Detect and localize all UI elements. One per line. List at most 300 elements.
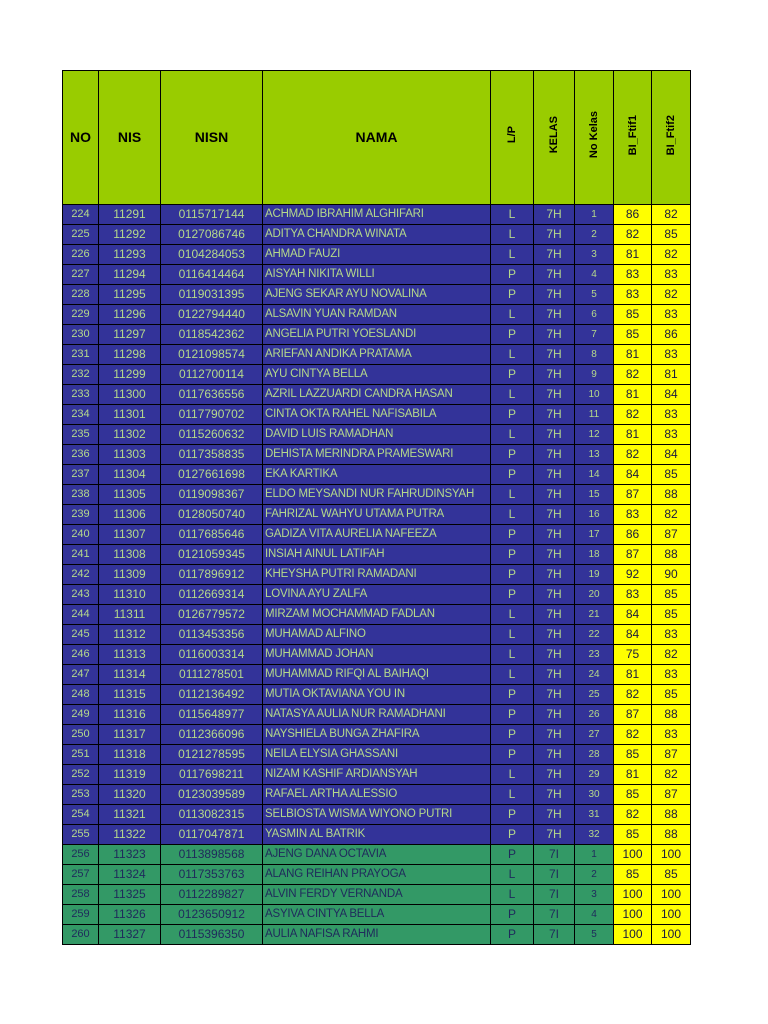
cell-nama: ADITYA CHANDRA WINATA — [263, 225, 491, 245]
cell-no: 253 — [63, 785, 99, 805]
cell-kelas: 7H — [534, 445, 575, 465]
table-row — [63, 285, 691, 305]
cell-kelas: 7H — [534, 585, 575, 605]
cell-bi-ftif2: 83 — [652, 405, 691, 425]
cell-bi-ftif2: 83 — [652, 345, 691, 365]
table-row — [63, 505, 691, 525]
table-row — [63, 665, 691, 685]
cell-bi-ftif1: 75 — [614, 645, 652, 665]
cell-nis: 11291 — [99, 205, 161, 225]
cell-nama: ALSAVIN YUAN RAMDAN — [263, 305, 491, 325]
cell-nis: 11295 — [99, 285, 161, 305]
cell-kelas: 7H — [534, 325, 575, 345]
cell-no: 241 — [63, 545, 99, 565]
cell-no: 226 — [63, 245, 99, 265]
cell-kelas: 7H — [534, 425, 575, 445]
cell-bi-ftif2: 82 — [652, 505, 691, 525]
cell-kelas: 7I — [534, 905, 575, 925]
cell-lp: P — [491, 565, 534, 585]
cell-nama: NEILA ELYSIA GHASSANI — [263, 745, 491, 765]
cell-bi-ftif2: 85 — [652, 605, 691, 625]
cell-no-kelas: 16 — [575, 505, 614, 525]
cell-nisn: 0115717144 — [161, 205, 263, 225]
cell-nisn: 0116003314 — [161, 645, 263, 665]
cell-no: 236 — [63, 445, 99, 465]
cell-nis: 11301 — [99, 405, 161, 425]
cell-nis: 11320 — [99, 785, 161, 805]
cell-kelas: 7H — [534, 745, 575, 765]
cell-nama: ANGELIA PUTRI YOESLANDI — [263, 325, 491, 345]
cell-bi-ftif2: 88 — [652, 705, 691, 725]
cell-bi-ftif2: 87 — [652, 745, 691, 765]
cell-lp: L — [491, 865, 534, 885]
cell-no: 251 — [63, 745, 99, 765]
cell-bi-ftif1: 100 — [614, 885, 652, 905]
cell-bi-ftif2: 83 — [652, 425, 691, 445]
cell-bi-ftif1: 87 — [614, 485, 652, 505]
cell-kelas: 7H — [534, 485, 575, 505]
cell-no: 237 — [63, 465, 99, 485]
cell-nis: 11308 — [99, 545, 161, 565]
cell-nisn: 0126779572 — [161, 605, 263, 625]
cell-bi-ftif2: 84 — [652, 445, 691, 465]
cell-nama: ACHMAD IBRAHIM ALGHIFARI — [263, 205, 491, 225]
cell-no-kelas: 19 — [575, 565, 614, 585]
cell-nama: NATASYA AULIA NUR RAMADHANI — [263, 705, 491, 725]
cell-nis: 11326 — [99, 905, 161, 925]
cell-nisn: 0113082315 — [161, 805, 263, 825]
cell-nis: 11293 — [99, 245, 161, 265]
cell-no-kelas: 24 — [575, 665, 614, 685]
cell-no-kelas: 31 — [575, 805, 614, 825]
cell-no: 238 — [63, 485, 99, 505]
table-row — [63, 745, 691, 765]
table-row — [63, 825, 691, 845]
cell-no: 234 — [63, 405, 99, 425]
cell-bi-ftif1: 81 — [614, 665, 652, 685]
cell-nisn: 0123650912 — [161, 905, 263, 925]
cell-nama: MUHAMMAD RIFQI AL BAIHAQI — [263, 665, 491, 685]
cell-bi-ftif1: 82 — [614, 725, 652, 745]
cell-nisn: 0115396350 — [161, 925, 263, 945]
cell-no-kelas: 30 — [575, 785, 614, 805]
table-row — [63, 885, 691, 905]
cell-bi-ftif1: 92 — [614, 565, 652, 585]
cell-kelas: 7H — [534, 705, 575, 725]
cell-no: 255 — [63, 825, 99, 845]
cell-bi-ftif2: 84 — [652, 385, 691, 405]
cell-kelas: 7H — [534, 685, 575, 705]
cell-no-kelas: 29 — [575, 765, 614, 785]
cell-lp: L — [491, 505, 534, 525]
cell-nisn: 0117790702 — [161, 405, 263, 425]
cell-bi-ftif1: 86 — [614, 205, 652, 225]
cell-kelas: 7H — [534, 505, 575, 525]
table-row — [63, 205, 691, 225]
cell-kelas: 7H — [534, 765, 575, 785]
cell-lp: P — [491, 325, 534, 345]
cell-nama: MIRZAM MOCHAMMAD FADLAN — [263, 605, 491, 625]
cell-no: 249 — [63, 705, 99, 725]
cell-bi-ftif1: 100 — [614, 845, 652, 865]
cell-no-kelas: 32 — [575, 825, 614, 845]
cell-lp: L — [491, 225, 534, 245]
cell-no-kelas: 9 — [575, 365, 614, 385]
cell-lp: P — [491, 805, 534, 825]
header-nis-label: NIS — [117, 128, 142, 145]
header-nis — [99, 71, 161, 205]
cell-no-kelas: 3 — [575, 885, 614, 905]
cell-no: 225 — [63, 225, 99, 245]
cell-no-kelas: 15 — [575, 485, 614, 505]
cell-kelas: 7H — [534, 605, 575, 625]
cell-no-kelas: 10 — [575, 385, 614, 405]
cell-bi-ftif2: 83 — [652, 665, 691, 685]
cell-nama: AZRIL LAZZUARDI CANDRA HASAN — [263, 385, 491, 405]
cell-no: 259 — [63, 905, 99, 925]
cell-no: 231 — [63, 345, 99, 365]
cell-nisn: 0127086746 — [161, 225, 263, 245]
cell-bi-ftif2: 100 — [652, 925, 691, 945]
cell-nama: ALVIN FERDY VERNANDA — [263, 885, 491, 905]
cell-bi-ftif1: 81 — [614, 425, 652, 445]
cell-nisn: 0113453356 — [161, 625, 263, 645]
cell-no: 243 — [63, 585, 99, 605]
cell-bi-ftif1: 100 — [614, 905, 652, 925]
cell-kelas: 7H — [534, 825, 575, 845]
cell-nis: 11324 — [99, 865, 161, 885]
table-row — [63, 865, 691, 885]
cell-nisn: 0117698211 — [161, 765, 263, 785]
cell-nama: AJENG SEKAR AYU NOVALINA — [263, 285, 491, 305]
cell-nisn: 0113898568 — [161, 845, 263, 865]
cell-bi-ftif2: 82 — [652, 645, 691, 665]
cell-kelas: 7H — [534, 725, 575, 745]
cell-nis: 11298 — [99, 345, 161, 365]
cell-kelas: 7H — [534, 365, 575, 385]
table-row — [63, 565, 691, 585]
header-lp-label: L/P — [506, 126, 518, 144]
cell-bi-ftif2: 82 — [652, 765, 691, 785]
cell-bi-ftif1: 84 — [614, 625, 652, 645]
cell-kelas: 7H — [534, 645, 575, 665]
cell-nisn: 0119031395 — [161, 285, 263, 305]
cell-lp: L — [491, 425, 534, 445]
cell-kelas: 7H — [534, 665, 575, 685]
cell-no: 258 — [63, 885, 99, 905]
cell-no-kelas: 25 — [575, 685, 614, 705]
cell-nama: LOVINA AYU ZALFA — [263, 585, 491, 605]
cell-no-kelas: 11 — [575, 405, 614, 425]
cell-no: 246 — [63, 645, 99, 665]
cell-nama: AISYAH NIKITA WILLI — [263, 265, 491, 285]
cell-nisn: 0117358835 — [161, 445, 263, 465]
cell-bi-ftif1: 83 — [614, 585, 652, 605]
cell-bi-ftif2: 88 — [652, 545, 691, 565]
cell-nisn: 0111278501 — [161, 665, 263, 685]
cell-nama: CINTA OKTA RAHEL NAFISABILA — [263, 405, 491, 425]
cell-nis: 11300 — [99, 385, 161, 405]
cell-kelas: 7H — [534, 405, 575, 425]
cell-nis: 11321 — [99, 805, 161, 825]
cell-bi-ftif2: 82 — [652, 285, 691, 305]
cell-lp: L — [491, 885, 534, 905]
table-row — [63, 265, 691, 285]
cell-lp: P — [491, 405, 534, 425]
cell-bi-ftif1: 86 — [614, 525, 652, 545]
cell-lp: P — [491, 525, 534, 545]
table-row — [63, 625, 691, 645]
cell-no-kelas: 5 — [575, 285, 614, 305]
cell-no: 260 — [63, 925, 99, 945]
cell-nisn: 0118542362 — [161, 325, 263, 345]
cell-nama: KHEYSHA PUTRI RAMADANI — [263, 565, 491, 585]
cell-kelas: 7H — [534, 225, 575, 245]
cell-no-kelas: 20 — [575, 585, 614, 605]
cell-no-kelas: 4 — [575, 265, 614, 285]
cell-nisn: 0112366096 — [161, 725, 263, 745]
cell-lp: L — [491, 785, 534, 805]
cell-bi-ftif1: 83 — [614, 505, 652, 525]
cell-nisn: 0121098574 — [161, 345, 263, 365]
cell-kelas: 7H — [534, 805, 575, 825]
cell-lp: P — [491, 845, 534, 865]
cell-bi-ftif1: 83 — [614, 285, 652, 305]
cell-kelas: 7H — [534, 565, 575, 585]
cell-bi-ftif2: 100 — [652, 885, 691, 905]
cell-bi-ftif2: 83 — [652, 305, 691, 325]
table-row — [63, 385, 691, 405]
cell-no: 252 — [63, 765, 99, 785]
cell-nisn: 0117685646 — [161, 525, 263, 545]
cell-nis: 11305 — [99, 485, 161, 505]
cell-bi-ftif2: 83 — [652, 265, 691, 285]
cell-nama: AHMAD FAUZI — [263, 245, 491, 265]
cell-no: 240 — [63, 525, 99, 545]
table-row — [63, 445, 691, 465]
table-row — [63, 345, 691, 365]
cell-no-kelas: 27 — [575, 725, 614, 745]
table-row — [63, 585, 691, 605]
cell-lp: P — [491, 465, 534, 485]
cell-nama: GADIZA VITA AURELIA NAFEEZA — [263, 525, 491, 545]
table-row — [63, 925, 691, 945]
cell-bi-ftif1: 82 — [614, 685, 652, 705]
cell-no-kelas: 8 — [575, 345, 614, 365]
cell-no: 254 — [63, 805, 99, 825]
table-row — [63, 325, 691, 345]
table-row — [63, 305, 691, 325]
cell-nis: 11296 — [99, 305, 161, 325]
cell-nisn: 0122794440 — [161, 305, 263, 325]
cell-nama: ARIEFAN ANDIKA PRATAMA — [263, 345, 491, 365]
cell-nama: DEHISTA MERINDRA PRAMESWARI — [263, 445, 491, 465]
cell-lp: P — [491, 745, 534, 765]
cell-bi-ftif1: 81 — [614, 385, 652, 405]
cell-no-kelas: 7 — [575, 325, 614, 345]
cell-lp: P — [491, 825, 534, 845]
cell-bi-ftif1: 82 — [614, 405, 652, 425]
cell-nama: ALANG REIHAN PRAYOGA — [263, 865, 491, 885]
cell-nisn: 0112136492 — [161, 685, 263, 705]
cell-no-kelas: 13 — [575, 445, 614, 465]
header-no-kelas — [575, 71, 614, 205]
cell-no-kelas: 22 — [575, 625, 614, 645]
cell-nama: RAFAEL ARTHA ALESSIO — [263, 785, 491, 805]
cell-nis: 11303 — [99, 445, 161, 465]
cell-nisn: 0117636556 — [161, 385, 263, 405]
cell-bi-ftif1: 84 — [614, 605, 652, 625]
cell-nis: 11306 — [99, 505, 161, 525]
cell-lp: L — [491, 485, 534, 505]
cell-nama: MUHAMMAD JOHAN — [263, 645, 491, 665]
cell-bi-ftif2: 82 — [652, 205, 691, 225]
cell-no-kelas: 23 — [575, 645, 614, 665]
cell-nisn: 0115648977 — [161, 705, 263, 725]
cell-nis: 11316 — [99, 705, 161, 725]
cell-lp: P — [491, 365, 534, 385]
cell-nis: 11310 — [99, 585, 161, 605]
cell-bi-ftif2: 82 — [652, 245, 691, 265]
cell-bi-ftif1: 100 — [614, 925, 652, 945]
cell-nisn: 0127661698 — [161, 465, 263, 485]
cell-bi-ftif2: 85 — [652, 685, 691, 705]
cell-lp: L — [491, 385, 534, 405]
cell-nisn: 0128050740 — [161, 505, 263, 525]
header-kelas — [534, 71, 575, 205]
cell-no: 244 — [63, 605, 99, 625]
cell-no: 245 — [63, 625, 99, 645]
cell-kelas: 7H — [534, 465, 575, 485]
cell-bi-ftif1: 85 — [614, 785, 652, 805]
cell-lp: L — [491, 665, 534, 685]
table-row — [63, 365, 691, 385]
cell-no-kelas: 3 — [575, 245, 614, 265]
cell-bi-ftif1: 84 — [614, 465, 652, 485]
cell-kelas: 7I — [534, 925, 575, 945]
cell-no-kelas: 12 — [575, 425, 614, 445]
cell-nama: SELBIOSTA WISMA WIYONO PUTRI — [263, 805, 491, 825]
cell-lp: P — [491, 445, 534, 465]
header-lp — [491, 71, 534, 205]
cell-bi-ftif2: 85 — [652, 225, 691, 245]
cell-nisn: 0115260632 — [161, 425, 263, 445]
table-row — [63, 485, 691, 505]
table-row — [63, 525, 691, 545]
cell-nis: 11299 — [99, 365, 161, 385]
cell-nisn: 0121278595 — [161, 745, 263, 765]
table-row — [63, 805, 691, 825]
cell-kelas: 7H — [534, 205, 575, 225]
cell-nisn: 0112700114 — [161, 365, 263, 385]
cell-nis: 11304 — [99, 465, 161, 485]
table-row — [63, 245, 691, 265]
cell-no-kelas: 1 — [575, 845, 614, 865]
cell-kelas: 7H — [534, 785, 575, 805]
cell-no: 256 — [63, 845, 99, 865]
cell-bi-ftif2: 85 — [652, 585, 691, 605]
cell-nama: AJENG DANA OCTAVIA — [263, 845, 491, 865]
cell-bi-ftif1: 81 — [614, 345, 652, 365]
cell-bi-ftif2: 88 — [652, 485, 691, 505]
cell-kelas: 7H — [534, 305, 575, 325]
cell-no: 228 — [63, 285, 99, 305]
table-row — [63, 905, 691, 925]
cell-nis: 11313 — [99, 645, 161, 665]
cell-nama: MUHAMAD ALFINO — [263, 625, 491, 645]
cell-no: 232 — [63, 365, 99, 385]
cell-lp: L — [491, 305, 534, 325]
cell-lp: P — [491, 265, 534, 285]
cell-no: 224 — [63, 205, 99, 225]
cell-nis: 11294 — [99, 265, 161, 285]
cell-nis: 11307 — [99, 525, 161, 545]
cell-nis: 11297 — [99, 325, 161, 345]
header-nama — [263, 71, 491, 205]
header-row — [63, 71, 691, 205]
cell-nisn: 0123039589 — [161, 785, 263, 805]
cell-nis: 11292 — [99, 225, 161, 245]
table-row — [63, 765, 691, 785]
cell-lp: P — [491, 705, 534, 725]
cell-bi-ftif1: 81 — [614, 765, 652, 785]
cell-bi-ftif1: 87 — [614, 705, 652, 725]
cell-bi-ftif1: 82 — [614, 445, 652, 465]
table-row — [63, 465, 691, 485]
table-row — [63, 785, 691, 805]
cell-nis: 11309 — [99, 565, 161, 585]
cell-lp: L — [491, 345, 534, 365]
cell-nis: 11312 — [99, 625, 161, 645]
cell-nisn: 0117047871 — [161, 825, 263, 845]
cell-lp: L — [491, 205, 534, 225]
cell-bi-ftif2: 100 — [652, 845, 691, 865]
table-row — [63, 845, 691, 865]
cell-bi-ftif1: 85 — [614, 825, 652, 845]
cell-kelas: 7H — [534, 345, 575, 365]
header-no-label: NO — [70, 128, 91, 145]
cell-no: 248 — [63, 685, 99, 705]
cell-bi-ftif1: 82 — [614, 805, 652, 825]
cell-nisn: 0104284053 — [161, 245, 263, 265]
header-kelas-label: KELAS — [548, 116, 560, 154]
cell-lp: P — [491, 545, 534, 565]
table-row — [63, 405, 691, 425]
cell-nama: AULIA NAFISA RAHMI — [263, 925, 491, 945]
cell-kelas: 7H — [534, 265, 575, 285]
cell-lp: P — [491, 905, 534, 925]
cell-nis: 11319 — [99, 765, 161, 785]
cell-nis: 11327 — [99, 925, 161, 945]
cell-bi-ftif2: 83 — [652, 625, 691, 645]
cell-no-kelas: 28 — [575, 745, 614, 765]
cell-nisn: 0112669314 — [161, 585, 263, 605]
cell-no: 229 — [63, 305, 99, 325]
table-row — [63, 725, 691, 745]
cell-nis: 11302 — [99, 425, 161, 445]
cell-no: 235 — [63, 425, 99, 445]
cell-nis: 11318 — [99, 745, 161, 765]
cell-bi-ftif1: 82 — [614, 225, 652, 245]
cell-bi-ftif1: 82 — [614, 365, 652, 385]
cell-nama: DAVID LUIS RAMADHAN — [263, 425, 491, 445]
cell-nama: YASMIN AL BATRIK — [263, 825, 491, 845]
cell-no: 233 — [63, 385, 99, 405]
cell-nis: 11322 — [99, 825, 161, 845]
header-no — [63, 71, 99, 205]
cell-lp: P — [491, 585, 534, 605]
header-no-kelas-label: No Kelas — [588, 111, 600, 159]
